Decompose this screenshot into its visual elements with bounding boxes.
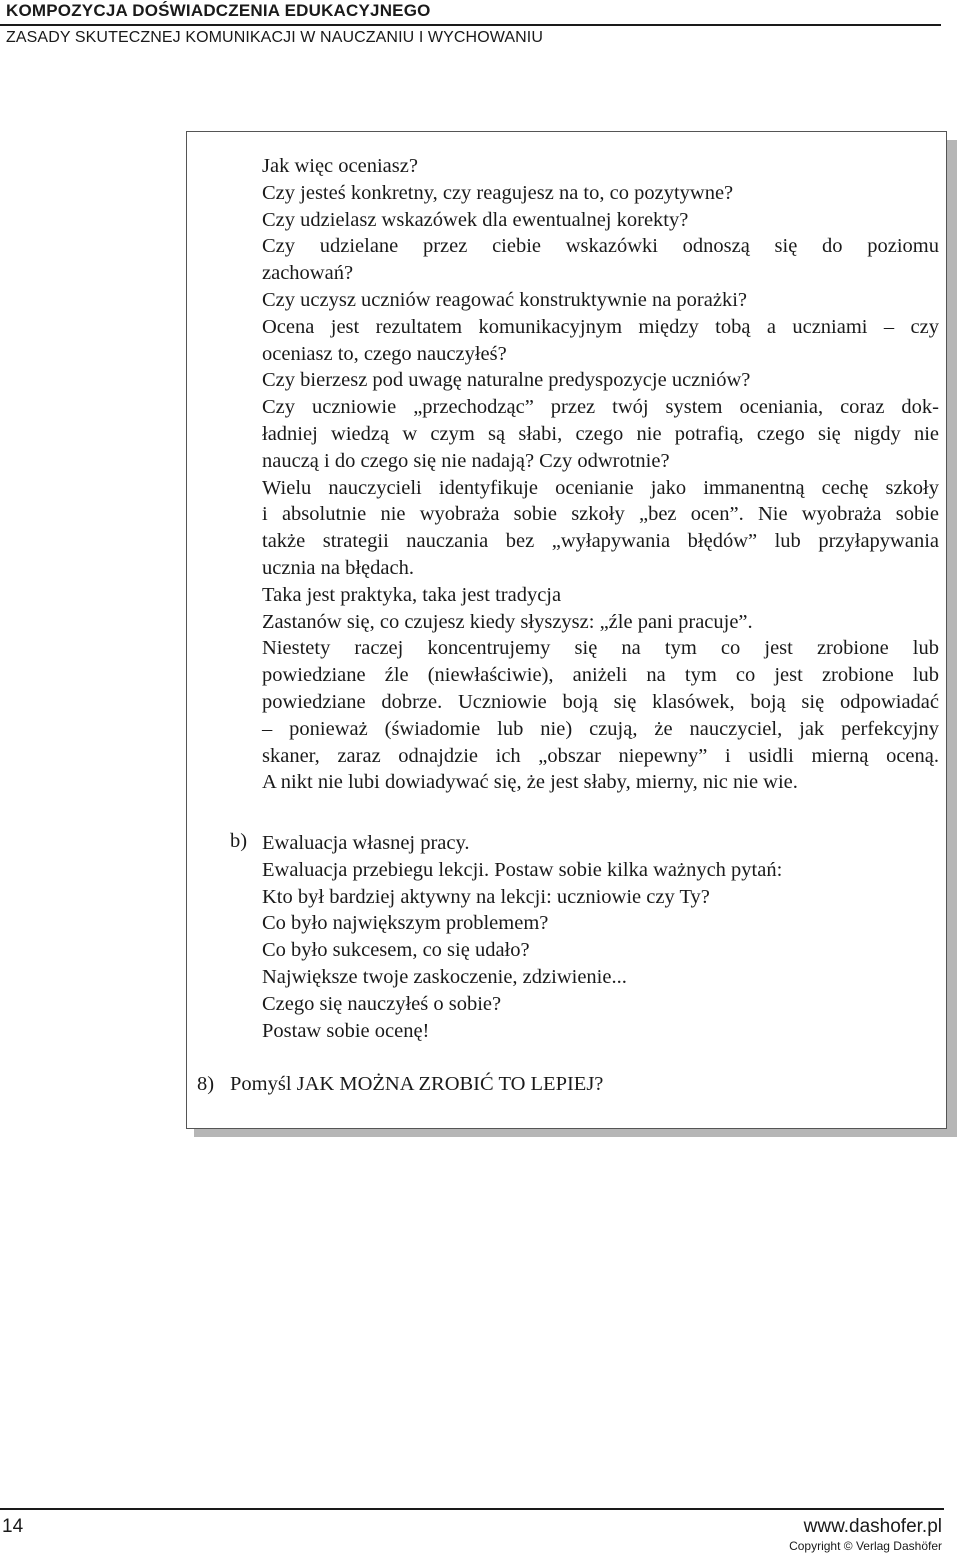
- text-line: Czy uczniowie „przechodząc” przez twój system oceniania, coraz dok-: [262, 396, 939, 419]
- text-line: Jak więc oceniasz?: [262, 155, 418, 177]
- footer-rule: [0, 1508, 944, 1510]
- evaluation-block: [262, 830, 939, 1044]
- text-line: Co było największym problemem?: [262, 912, 549, 935]
- text-line: nauczą i do czego się nie nadają? Czy odwrotnie?: [262, 449, 670, 472]
- text-line: Kto był bardziej aktywny na lekcji: uczniowie czy Ty?: [262, 885, 710, 908]
- text-line: Największe twoje zaskoczenie, zdziwienie...: [262, 965, 627, 988]
- text-line: powiedziane źle (niewłaściwie), aniżeli na tym co jest zrobione lub: [262, 664, 939, 687]
- text-line: Czy bierzesz pod uwagę naturalne predyspozycje uczniów?: [262, 369, 751, 392]
- text-line: Ewaluacja przebiegu lekcji. Postaw sobie kilka ważnych pytań:: [262, 858, 783, 881]
- running-header-subtitle: ZASADY SKUTECZNEJ KOMUNIKACJI W NAUCZANIU I WYCHOWANIU: [6, 29, 543, 46]
- text-line: Co było sukcesem, co się udało?: [262, 939, 530, 962]
- text-line: Czy jesteś konkretny, czy reagujesz na to, co pozytywne?: [262, 181, 734, 204]
- text-line: Zastanów się, co czujesz kiedy słyszysz: „źle pani pracuje”.: [262, 610, 753, 633]
- text-line: A nikt nie lubi dowiadywać się, że jest słaby, mierny, nic nie wie.: [262, 771, 798, 794]
- text-line: Czy uczysz uczniów reagować konstruktywnie na porażki?: [262, 288, 747, 311]
- text-line: Taka jest praktyka, taka jest tradycja: [262, 583, 562, 606]
- text-line: i absolutnie nie wyobraża sobie szkoły „bez ocen”. Nie wyobraża sobie: [262, 503, 939, 526]
- item-8-text: Pomyśl JAK MOŻNA ZROBIĆ TO LEPIEJ?: [230, 1073, 604, 1095]
- text-line: Ewaluacja własnej pracy.: [262, 832, 470, 854]
- page-number: 14: [2, 1516, 24, 1537]
- text-line: Niestety raczej koncentrujemy się na tym co jest zrobione lub: [262, 637, 939, 660]
- text-line: zachowań?: [262, 262, 354, 285]
- list-label-b: b): [230, 830, 248, 852]
- footer-copyright: Copyright © Verlag Dashöfer: [789, 1539, 942, 1553]
- list-number-8: 8): [197, 1073, 215, 1095]
- text-line: – ponieważ (świadomie lub nie) czują, że nauczyciel, jak perfekcyjny: [262, 717, 939, 740]
- text-line: Czy udzielasz wskazówek dla ewentualnej korekty?: [262, 208, 689, 231]
- header-rule: [0, 24, 941, 26]
- text-line: także strategii nauczania bez „wyłapywania błędów” lub przyłapywania: [262, 530, 939, 553]
- text-line: oceniasz to, czego nauczyłeś?: [262, 342, 507, 365]
- questions-block: [262, 153, 939, 796]
- text-line: skaner, zaraz odnajdzie ich „obszar niepewny” i usidli mierną oceną.: [262, 744, 939, 767]
- text-line: Czy udzielane przez ciebie wskazówki odnoszą się do poziomu: [262, 235, 939, 258]
- text-line: Ocena jest rezultatem komunikacyjnym między tobą a uczniami – czy: [262, 315, 939, 338]
- footer-website: www.dashofer.pl: [803, 1516, 942, 1537]
- text-line: Czego się nauczyłeś o sobie?: [262, 992, 502, 1015]
- text-line: Postaw sobie ocenę!: [262, 1019, 430, 1042]
- text-line: ładniej wiedzą w czym są słabi, czego nie potrafią, czego się nigdy nie: [262, 422, 939, 445]
- running-header-title: KOMPOZYCJA DOŚWIADCZENIA EDUKACYJNEGO: [6, 1, 431, 20]
- text-line: Wielu nauczycieli identyfikuje ocenianie jako immanentną cechę szkoły: [262, 476, 939, 499]
- text-line: ucznia na błędach.: [262, 556, 414, 579]
- text-line: powiedziane dobrze. Uczniowie boją się klasówek, boją się odpowiadać: [262, 690, 939, 713]
